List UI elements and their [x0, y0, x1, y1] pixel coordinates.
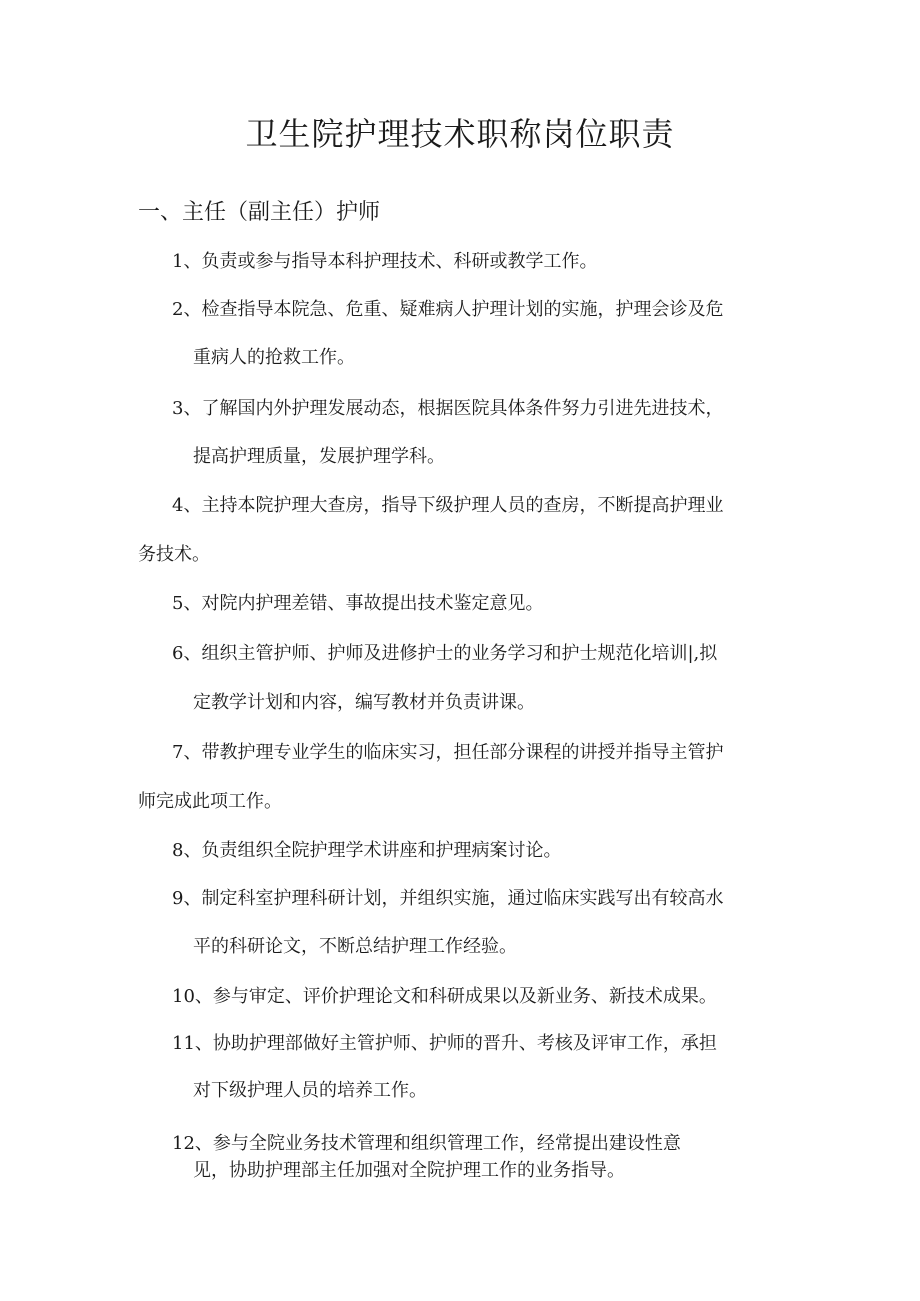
item-2-line-2: 重病人的抢救工作。: [193, 347, 355, 368]
item-9-line-2: 平的科研论文，不断总结护理工作经验。: [193, 936, 517, 957]
item-6-line-1: 6、组织主管护师、护师及进修护士的业务学习和护士规范化培训|,拟: [172, 643, 718, 664]
item-8-line-1: 8、负责组织全院护理学术讲座和护理病案讨论。: [172, 840, 562, 861]
item-9-line-1: 9、制定科室护理科研计划，并组织实施，通过临床实践写出有较高水: [172, 888, 724, 909]
item-11-line-2: 对下级护理人员的培养工作。: [193, 1080, 427, 1101]
item-2-line-1: 2、检查指导本院急、危重、疑难病人护理计划的实施，护理会诊及危: [172, 299, 724, 320]
item-12-line-2: 见，协助护理部主任加强对全院护理工作的业务指导。: [193, 1160, 625, 1181]
item-4-line-1: 4、主持本院护理大查房，指导下级护理人员的查房，不断提高护理业: [172, 495, 724, 516]
item-10-line-1: 10、参与审定、评价护理论文和科研成果以及新业务、新技术成果。: [172, 986, 717, 1007]
item-4-line-2: 务技术。: [138, 544, 210, 565]
item-7-line-2: 师完成此项工作。: [138, 791, 282, 812]
item-3-line-1: 3、了解国内外护理发展动态，根据医院具体条件努力引进先进技术，: [172, 398, 724, 419]
item-3-line-2: 提高护理质量，发展护理学科。: [193, 446, 445, 467]
item-6-line-2: 定教学计划和内容，编写教材并负责讲课。: [193, 692, 535, 713]
item-5-line-1: 5、对院内护理差错、事故提出技术鉴定意见。: [172, 593, 544, 614]
item-1-line-1: 1、负责或参与指导本科护理技术、科研或教学工作。: [172, 251, 598, 272]
item-12-line-1: 12、参与全院业务技术管理和组织管理工作，经常提出建设性意: [172, 1133, 681, 1154]
section-heading: 一、主任（副主任）护师: [138, 200, 381, 225]
item-7-line-1: 7、带教护理专业学生的临床实习，担任部分课程的讲授并指导主管护: [172, 742, 724, 763]
document-title: 卫生院护理技术职称岗位职责: [245, 115, 675, 153]
item-11-line-1: 11、协助护理部做好主管护师、护师的晋升、考核及评审工作，承担: [172, 1033, 717, 1054]
